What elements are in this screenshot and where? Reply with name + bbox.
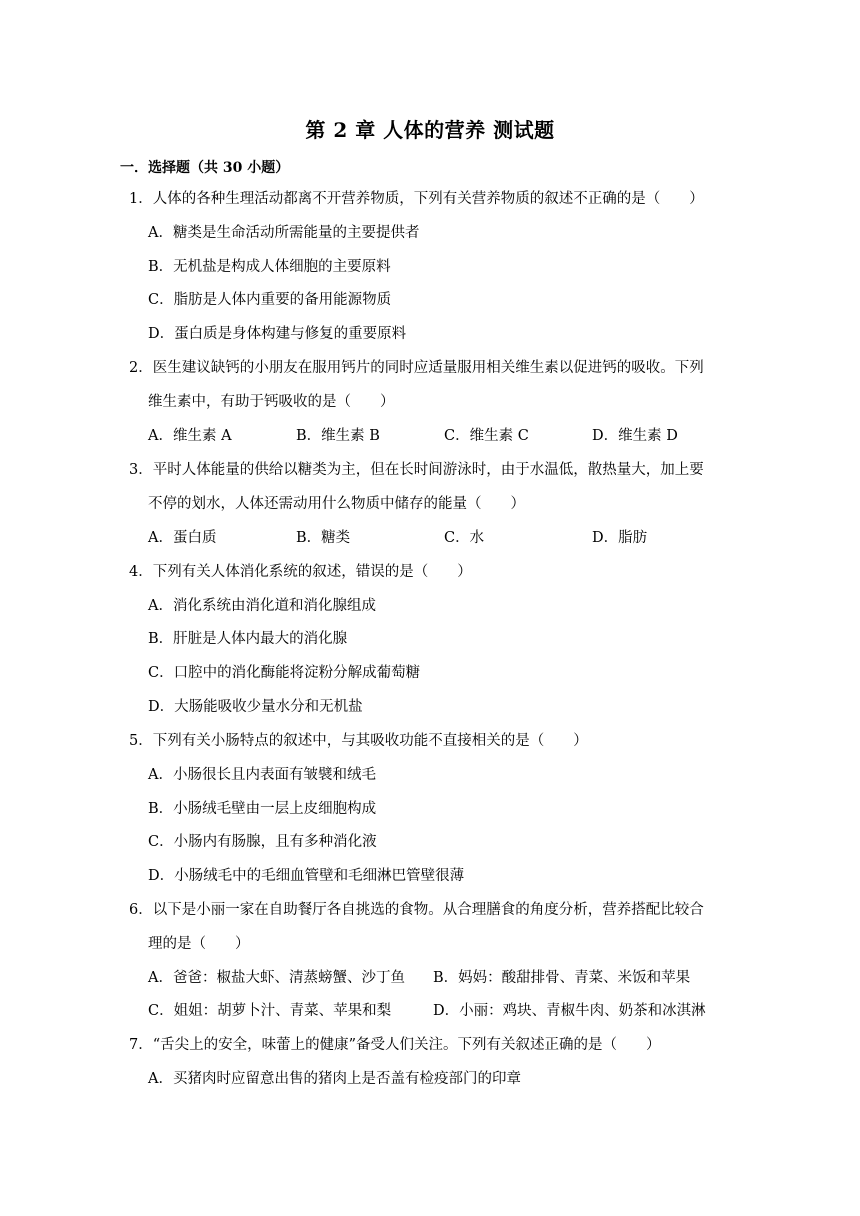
question-6-option-d: D．小丽：鸡块、青椒牛肉、奶茶和冰淇淋 xyxy=(433,1003,706,1019)
question-1-option-c: C．脂肪是人体内重要的备用能源物质 xyxy=(148,292,392,308)
question-4-option-d: D．大肠能吸收少量水分和无机盐 xyxy=(148,699,363,715)
question-3-stem: 3．平时人体能量的供给以糖类为主，但在长时间游泳时，由于水温低，散热量大，加上要 xyxy=(129,462,704,478)
question-1-option-a: A．糖类是生命活动所需能量的主要提供者 xyxy=(148,225,420,241)
question-1-stem: 1．人体的各种生理活动都离不开营养物质，下列有关营养物质的叙述不正确的是（ ） xyxy=(129,191,704,207)
section-heading: 一．选择题（共 30 小题） xyxy=(120,160,290,176)
question-3-stem-continued: 不停的划水，人体还需动用什么物质中储存的能量（ ） xyxy=(148,496,525,512)
question-6-stem-continued: 理的是（ ） xyxy=(148,936,250,952)
question-6-option-b: B．妈妈：酸甜排骨、青菜、米饭和苹果 xyxy=(433,970,691,986)
question-2-stem: 2．医生建议缺钙的小朋友在服用钙片的同时应适量服用相关维生素以促进钙的吸收。下列 xyxy=(129,360,704,376)
question-2-option-a: A．维生素 A xyxy=(148,428,232,444)
question-2-option-c: C．维生素 C xyxy=(444,428,529,444)
question-2-option-d: D．维生素 D xyxy=(592,428,678,444)
question-5-option-c: C．小肠内有肠腺，且有多种消化液 xyxy=(148,834,377,850)
page-title: 第 2 章 人体的营养 测试题 xyxy=(305,118,555,142)
question-5-option-d: D．小肠绒毛中的毛细血管壁和毛细淋巴管壁很薄 xyxy=(148,868,465,884)
question-2-option-b: B．维生素 B xyxy=(296,428,380,444)
question-2-stem-continued: 维生素中，有助于钙吸收的是（ ） xyxy=(148,394,395,410)
question-5-option-a: A．小肠很长且内表面有皱襞和绒毛 xyxy=(148,767,376,783)
question-3-option-d: D．脂肪 xyxy=(592,530,648,546)
question-7-option-a: A．买猪肉时应留意出售的猪肉上是否盖有检疫部门的印章 xyxy=(148,1071,521,1087)
question-1-option-d: D．蛋白质是身体构建与修复的重要原料 xyxy=(148,326,407,342)
question-6-stem: 6．以下是小丽一家在自助餐厅各自挑选的食物。从合理膳食的角度分析，营养搭配比较合 xyxy=(129,902,704,918)
question-5-option-b: B．小肠绒毛壁由一层上皮细胞构成 xyxy=(148,801,377,817)
question-4-option-c: C．口腔中的消化酶能将淀粉分解成葡萄糖 xyxy=(148,665,421,681)
question-1-option-b: B．无机盐是构成人体细胞的主要原料 xyxy=(148,259,391,275)
question-7-stem: 7．“舌尖上的安全，味蕾上的健康”备受人们关注。下列有关叙述正确的是（ ） xyxy=(129,1037,661,1053)
question-3-option-b: B．糖类 xyxy=(296,530,351,546)
question-4-option-a: A．消化系统由消化道和消化腺组成 xyxy=(148,598,376,614)
question-6-option-c: C．姐姐：胡萝卜汁、青菜、苹果和梨 xyxy=(148,1003,392,1019)
question-5-stem: 5．下列有关小肠特点的叙述中，与其吸收功能不直接相关的是（ ） xyxy=(129,733,588,749)
question-4-option-b: B．肝脏是人体内最大的消化腺 xyxy=(148,631,348,647)
question-4-stem: 4．下列有关人体消化系统的叙述，错误的是（ ） xyxy=(129,564,472,580)
question-6-option-a: A．爸爸：椒盐大虾、清蒸螃蟹、沙丁鱼 xyxy=(148,970,405,986)
question-3-option-c: C．水 xyxy=(444,530,485,546)
question-3-option-a: A．蛋白质 xyxy=(148,530,217,546)
